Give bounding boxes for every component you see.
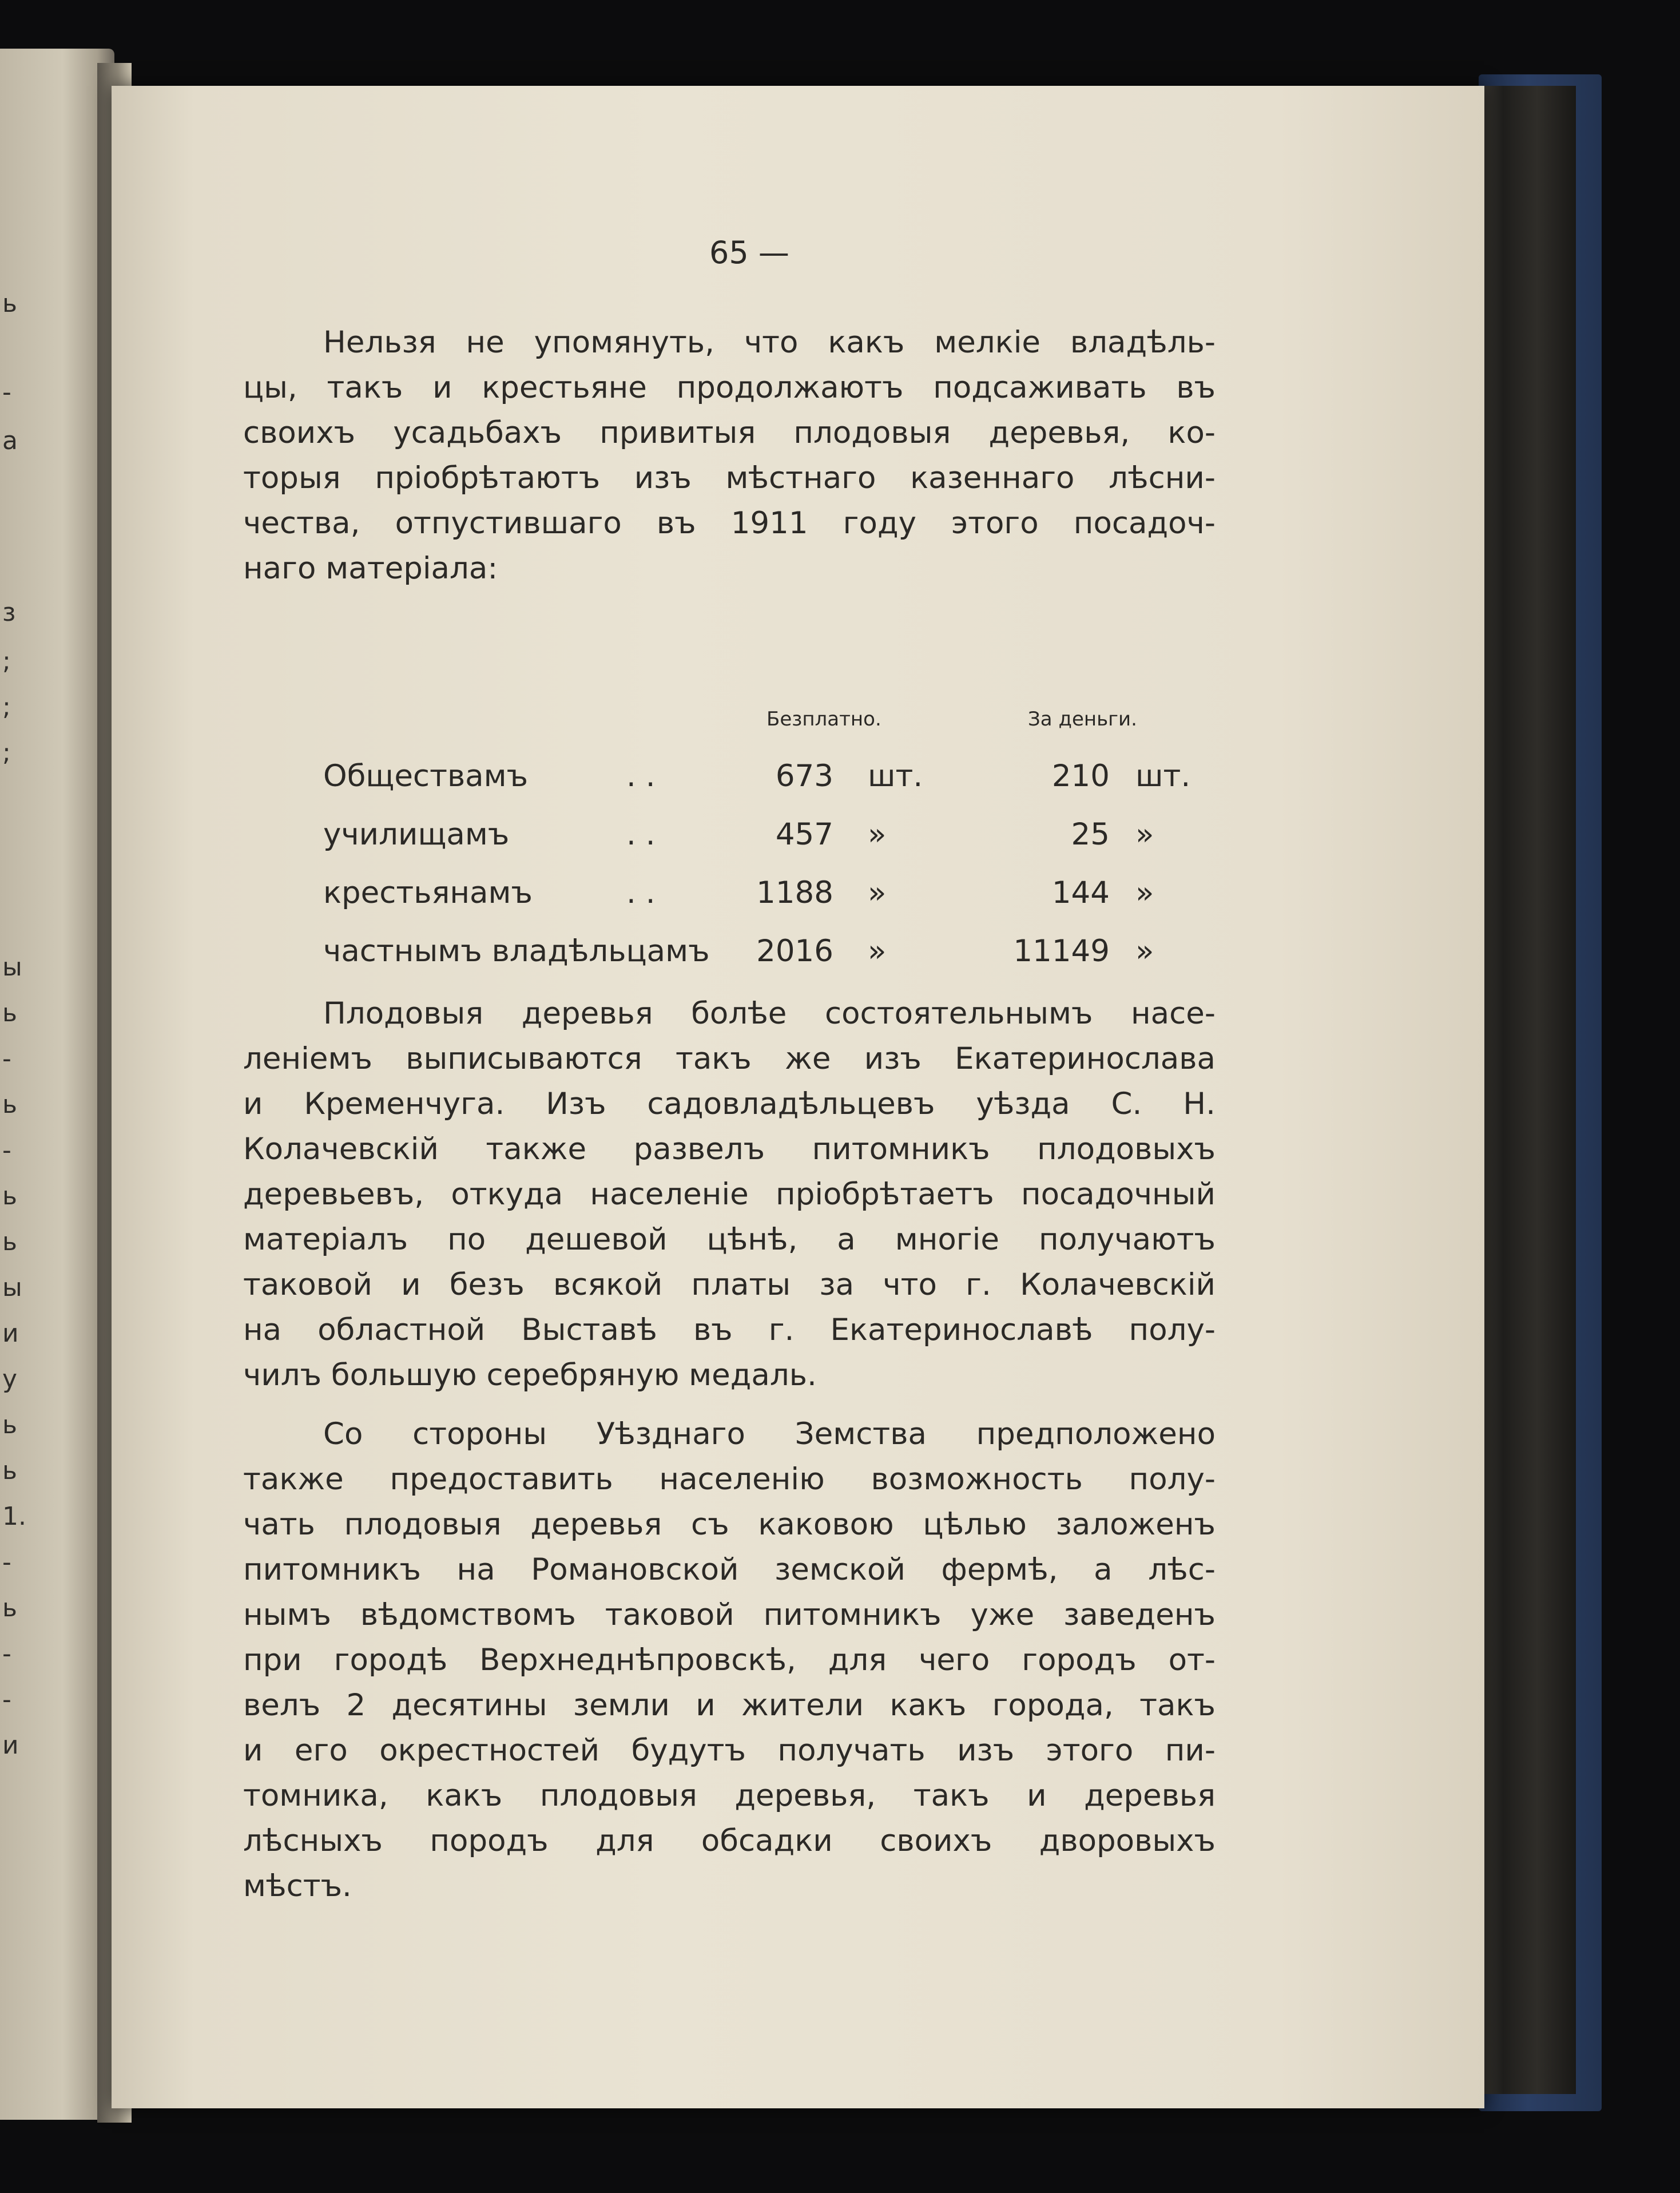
paragraph-3-line: также предоставить населенію возможность полу- — [243, 1462, 1216, 1497]
row-paid-value: 210 — [1051, 759, 1110, 794]
paragraph-2-line: матеріалъ по дешевой цѣнѣ, а многіе получаютъ — [243, 1222, 1216, 1257]
left-page-fragment: - — [2, 1685, 11, 1714]
left-page-fragment: ; — [2, 738, 11, 767]
header-paid: За деньги. — [1028, 708, 1137, 731]
paragraph-2-line: Плодовыя деревья болѣе состоятельнымъ насе- — [323, 996, 1216, 1031]
row-recipient: частнымъ владѣльцамъ — [323, 934, 710, 969]
row-recipient: крестьянамъ — [323, 875, 533, 910]
left-page-fragment: ; — [2, 647, 11, 676]
left-page-fragment: - — [2, 1548, 11, 1577]
left-page-letters — [0, 49, 26, 2120]
left-page-fragment: у — [2, 1365, 18, 1394]
row-free-value: 457 — [775, 817, 833, 852]
row-free-unit: » — [868, 817, 887, 852]
paragraph-1-line: торыя пріобрѣтаютъ изъ мѣстнаго казеннаго лѣсни- — [243, 461, 1216, 495]
paragraph-3-line: нымъ вѣдомствомъ таковой питомникъ уже заведенъ — [243, 1597, 1216, 1632]
row-free-unit: » — [868, 934, 887, 969]
paragraph-3-line: томника, какъ плодовыя деревья, такъ и деревья — [243, 1778, 1216, 1813]
row-paid-unit: » — [1135, 817, 1154, 852]
left-page-fragment: ы — [2, 953, 22, 982]
row-dots: . . — [626, 759, 656, 794]
paragraph-3-line: питомникъ на Романовской земской фермѣ, а лѣс- — [243, 1552, 1216, 1587]
page-number: 65 — — [709, 235, 789, 271]
left-page-fragment: ь — [2, 1090, 17, 1119]
book-page — [112, 86, 1484, 2108]
paragraph-3-line: чать плодовыя деревья съ каковою цѣлью заложенъ — [243, 1507, 1216, 1542]
row-free-unit: » — [868, 875, 887, 910]
left-page-fragment: ь — [2, 1181, 17, 1211]
left-page-fragment: и — [2, 1731, 19, 1760]
row-paid-unit: шт. — [1135, 759, 1191, 794]
paragraph-3-line: мѣстъ. — [243, 1869, 352, 1903]
paragraph-2-line: чилъ большую серебряную медаль. — [243, 1358, 817, 1393]
row-free-value: 673 — [775, 759, 833, 794]
row-dots: . . — [626, 817, 656, 852]
page-block-edge — [1479, 86, 1576, 2094]
left-page-fragment: ; — [2, 692, 11, 721]
header-free: Безплатно. — [766, 708, 881, 731]
left-page-fragment: ь — [2, 1410, 17, 1439]
paragraph-1-line: чества, отпустившаго въ 1911 году этого посадоч- — [243, 506, 1216, 541]
row-paid-value: 144 — [1051, 875, 1110, 910]
row-paid-value: 25 — [1071, 817, 1110, 852]
left-page-fragment: 1. — [2, 1502, 26, 1531]
row-free-value: 2016 — [756, 934, 833, 969]
row-paid-unit: » — [1135, 875, 1154, 910]
left-page-fragment: з — [2, 598, 16, 627]
paragraph-2-line: Колачевскій также развелъ питомникъ плодовыхъ — [243, 1132, 1216, 1167]
row-recipient: училищамъ — [323, 817, 510, 852]
row-paid-unit: » — [1135, 934, 1154, 969]
paragraph-2-line: деревьевъ, откуда населеніе пріобрѣтаетъ посадочный — [243, 1177, 1216, 1212]
left-page-fragment: - — [2, 1136, 11, 1165]
left-page-fragment: ь — [2, 289, 17, 318]
paragraph-1-line: Нельзя не упомянуть, что какъ мелкіе владѣль- — [323, 325, 1216, 360]
row-dots: . . — [626, 875, 656, 910]
paragraph-1-line: цы, такъ и крестьяне продолжаютъ подсаживать въ — [243, 370, 1216, 405]
paragraph-3-line: и его окрестностей будутъ получать изъ этого пи- — [243, 1733, 1216, 1768]
left-page-fragment: - — [2, 378, 11, 407]
paragraph-3-line: при городѣ Верхнеднѣпровскѣ, для чего городъ от- — [243, 1643, 1216, 1678]
paragraph-3-line: велъ 2 десятины земли и жители какъ города, такъ — [243, 1688, 1216, 1723]
left-page-fragment: и — [2, 1319, 19, 1348]
row-free-unit: шт. — [868, 759, 923, 794]
paragraph-1-line: своихъ усадьбахъ привитыя плодовыя деревья, ко- — [243, 415, 1216, 450]
left-page-fragment: ь — [2, 1456, 17, 1485]
paragraph-2-line: леніемъ выписываются такъ же изъ Екатеринослава — [243, 1041, 1216, 1076]
row-free-value: 1188 — [756, 875, 833, 910]
paragraph-3-line: лѣсныхъ породъ для обсадки своихъ дворовыхъ — [243, 1823, 1216, 1858]
paragraph-3-line: Со стороны Уѣзднаго Земства предположено — [323, 1417, 1216, 1452]
row-recipient: Обществамъ — [323, 759, 529, 794]
left-page-fragment: а — [2, 426, 18, 455]
left-page-fragment: - — [2, 1044, 11, 1073]
paragraph-2-line: и Кременчуга. Изъ садовладѣльцевъ уѣзда С. Н. — [243, 1086, 1216, 1121]
left-page-fragment: ь — [2, 1227, 17, 1256]
left-page-fragment: ы — [2, 1273, 22, 1302]
paragraph-1-line: наго матеріала: — [243, 551, 498, 586]
paragraph-2-line: на областной Выставѣ въ г. Екатеринославѣ полу- — [243, 1312, 1216, 1347]
left-page-fragment: ь — [2, 998, 17, 1028]
paragraph-2-line: таковой и безъ всякой платы за что г. Колачевскій — [243, 1267, 1216, 1302]
left-page-fragment: ь — [2, 1593, 17, 1623]
left-page-fragment: - — [2, 1639, 11, 1668]
row-paid-value: 11149 — [1013, 934, 1110, 969]
